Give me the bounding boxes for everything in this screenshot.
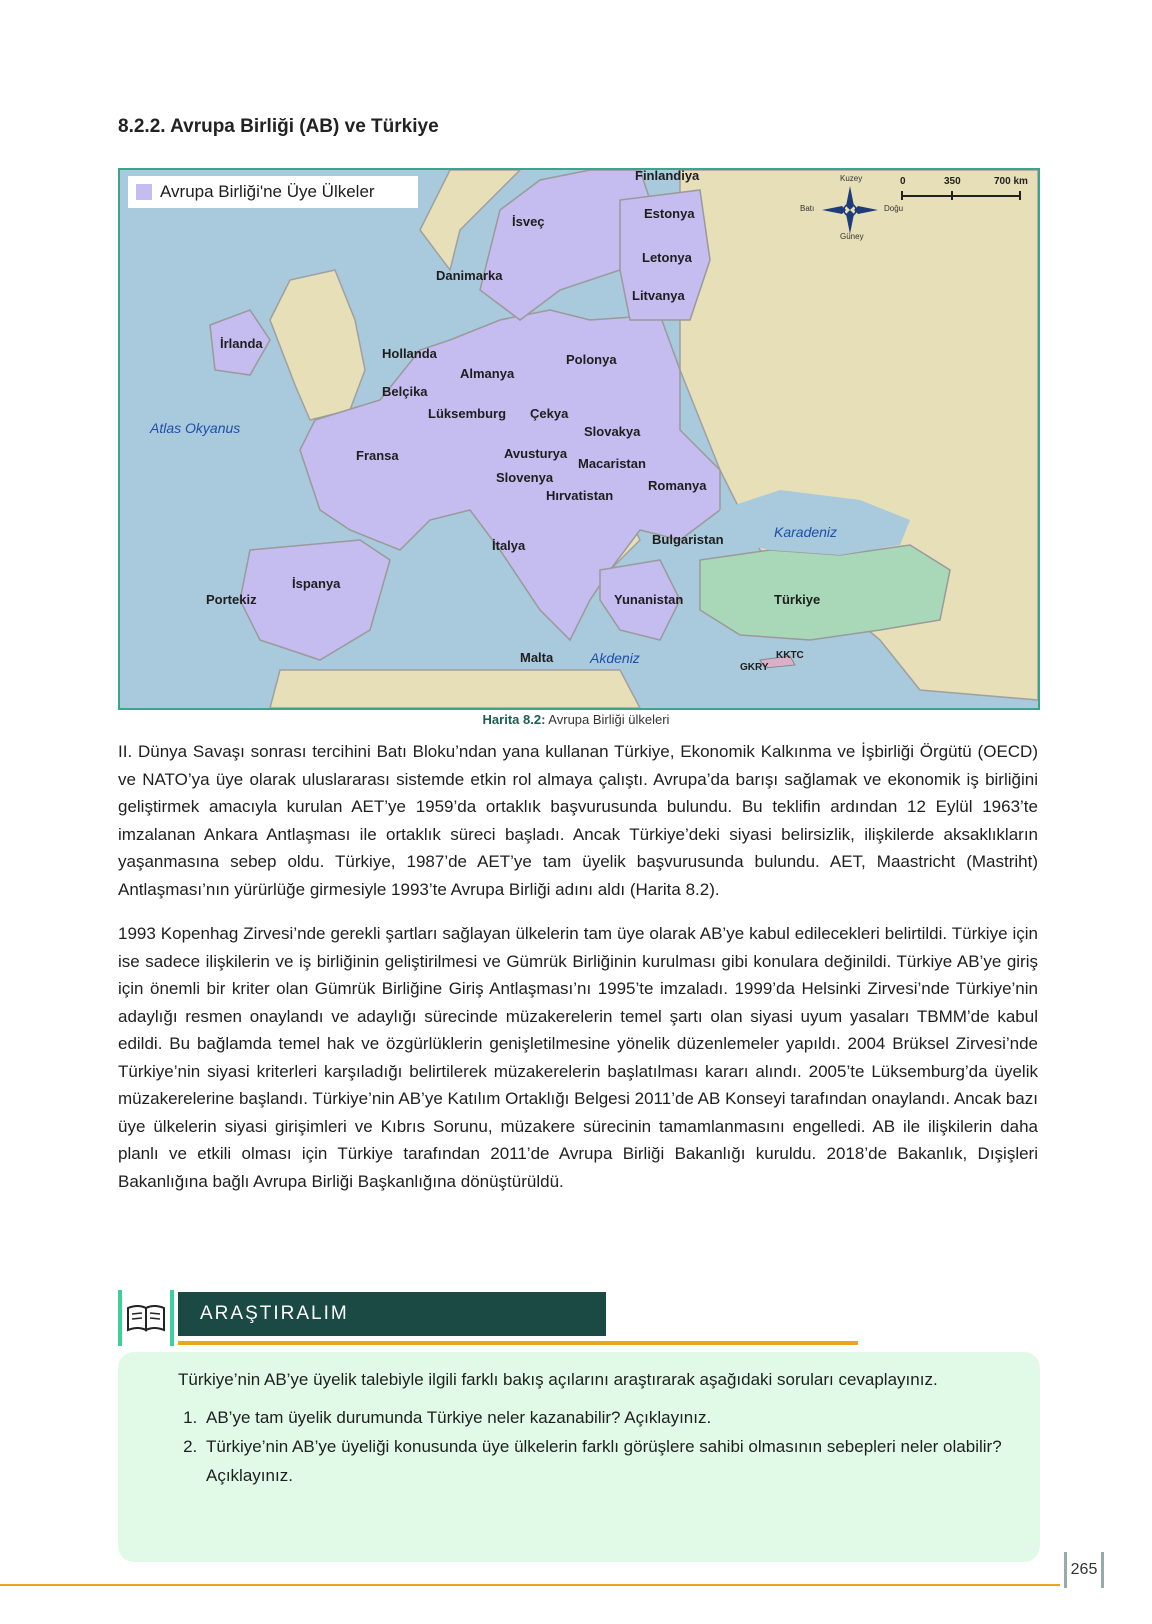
research-title: ARAŞTIRALIM <box>178 1292 606 1336</box>
research-question: 1. AB’ye tam üyelik durumunda Türkiye neler kazanabilir? Açıklayınız. <box>202 1403 1018 1432</box>
label-turkiye: Türkiye <box>774 592 821 607</box>
map-caption <box>0 712 1152 727</box>
label-bulgaristan: Bulgaristan <box>652 532 724 547</box>
label-malta: Malta <box>520 650 554 665</box>
map-legend <box>128 176 418 208</box>
legend-label: Avrupa Birliği'ne Üye Ülkeler <box>160 182 375 201</box>
label-avusturya: Avusturya <box>504 446 568 461</box>
research-underline <box>178 1341 858 1345</box>
label-atlas-okyanus: Atlas Okyanus <box>150 420 241 436</box>
label-karadeniz: Karadeniz <box>774 524 838 540</box>
section-title: 8.2.2. Avrupa Birliği (AB) ve Türkiye <box>118 116 439 137</box>
label-yunanistan: Yunanistan <box>614 592 684 607</box>
scale-end: 700 km <box>994 176 1028 187</box>
label-ispanya: İspanya <box>292 576 341 591</box>
label-portekiz: Portekiz <box>206 592 257 607</box>
eu-map <box>118 168 1040 710</box>
label-litvanya: Litvanya <box>632 288 685 303</box>
page-number: 265 <box>1064 1552 1104 1588</box>
label-almanya: Almanya <box>460 366 515 381</box>
label-hollanda: Hollanda <box>382 346 437 361</box>
scale-bar <box>900 176 1030 206</box>
footer-line <box>0 1584 1060 1586</box>
label-italya: İtalya <box>492 538 526 553</box>
caption-text: Avrupa Birliği ülkeleri <box>545 712 670 727</box>
paragraph-1: II. Dünya Savaşı sonrası tercihini Batı Bloku’ndan yana kullanan Türkiye, Ekonomik Kalkınma ve İşbirliği Örgütü (OECD) ve NATO’ya üye olarak uluslararası sistemde etkin rol almaya çalıştı. Avrupa’da barışı sağlamak ve ekonomik iş birliğini geliştirmek amacıyla kurulan AET’ye 1959’da ortaklık başvurusunda bulundu. Bu teklifin ardından 12 Eylül 1963’te imzalanan Ankara Antlaşması ile ortaklık süreci başladı. Ancak Türkiye’deki siyasi belirsizlik, ilişkilerde aksaklıkların yaşanmasına sebep oldu. Türkiye, 1987’de AET’ye tam üyelik başvurusunda bulundu. AET, Maastricht (Mastriht) Antlaşması’nın yürürlüğe girmesiyle 1993’te Avrupa Birliği adını aldı (Harita 8.2). <box>118 742 1038 899</box>
compass-west: Batı <box>800 204 815 213</box>
label-irlanda: İrlanda <box>220 336 263 351</box>
label-estonya: Estonya <box>644 206 695 221</box>
label-slovakya: Slovakya <box>584 424 641 439</box>
caption-label: Harita 8.2: <box>482 712 546 727</box>
label-belcika: Belçika <box>382 384 428 399</box>
research-questions <box>178 1403 1018 1490</box>
research-question: 2. Türkiye’nin AB’ye üyeliği konusunda üye ülkelerin farklı görüşlere sahibi olmasının sebepleri neler olabilir? Açıklayınız. <box>202 1432 1018 1490</box>
scale-mid: 350 <box>944 176 961 187</box>
research-book-icon <box>118 1290 174 1346</box>
land-africa <box>270 670 640 708</box>
compass-east: Doğu <box>884 204 904 213</box>
research-intro: Türkiye’nin AB’ye üyelik talebiyle ilgili farklı bakış açılarını araştırarak aşağıdaki soruları cevaplayınız. <box>178 1370 938 1389</box>
label-luksemburg: Lüksemburg <box>428 406 507 421</box>
legend-swatch <box>136 184 152 200</box>
compass-north: Kuzey <box>840 174 863 183</box>
map-graphic <box>120 170 1038 708</box>
label-romanya: Romanya <box>648 478 707 493</box>
eu-region-iberia <box>240 540 390 660</box>
book-icon <box>122 1290 170 1346</box>
label-isvec: İsveç <box>512 214 545 229</box>
map-scale <box>900 176 1030 206</box>
land-uk <box>270 270 365 420</box>
label-danimarka: Danimarka <box>436 268 503 283</box>
label-fransa: Fransa <box>356 448 399 463</box>
label-macaristan: Macaristan <box>578 456 646 471</box>
label-kktc: KKTC <box>776 650 804 661</box>
paragraph-2: 1993 Kopenhag Zirvesi’nde gerekli şartları sağlayan ülkelerin tam üye olarak AB’ye kabul edilecekleri belirtildi. Türkiye için ise sadece ilişkilerin ve iş birliğinin geliştirilmesi ve Gümrük Birliğinin kurulması gibi konulara değinildi. Türkiye AB’ye giriş için önemli bir kriter olan Gümrük Birliğine Giriş Antlaşması’nı 1995’te imzaladı. 1999’da Helsinki Zirvesi’nde Türkiye’nin adaylığı resmen onaylandı ve adaylığı sürecinde müzakerelerin temel şartı olan siyasi uyum yasaları TBMM’de kabul edildi. Bu bağlamda temel hak ve özgürlüklerin genişletilmesine yönelik düzenlemeler yapıldı. 2004 Brüksel Zirvesi’nde Türkiye’nin siyasi kriterleri karşıladığı belirtilerek müzakerelerin başlatılması kararı alındı. 2005’te Lüksemburg’da üyelik müzakerelerine başlandı. Türkiye’nin AB’ye Katılım Ortaklığı Belgesi 2011’de AB Konseyi tarafından onaylandı. Ancak bazı üye ülkelerin siyasi girişimleri ve Kıbrıs Sorunu, müzakere sürecinin tamamlanmasını engelledi. AB ile ilişkilerin daha planlı ve etkili olması için Türkiye tarafından 2011’de Avrupa Birliği Bakanlığı kuruldu. 2018’de Bakanlık, Dışişleri Bakanlığına bağlı Avrupa Birliği Başkanlığına dönüştürüldü. <box>118 924 1038 1191</box>
research-box <box>118 1352 1040 1562</box>
label-letonya: Letonya <box>642 250 692 265</box>
label-finlandiya: Finlandiya <box>635 168 700 183</box>
compass-rose <box>800 174 904 244</box>
label-cekya: Çekya <box>530 406 569 421</box>
label-slovenya: Slovenya <box>496 470 554 485</box>
label-gkry: GKRY <box>740 662 769 673</box>
label-hirvatistan: Hırvatistan <box>546 488 614 503</box>
label-polonya: Polonya <box>566 352 617 367</box>
label-akdeniz: Akdeniz <box>590 650 640 666</box>
compass-south: Güney <box>840 232 864 241</box>
scale-zero: 0 <box>900 176 906 187</box>
